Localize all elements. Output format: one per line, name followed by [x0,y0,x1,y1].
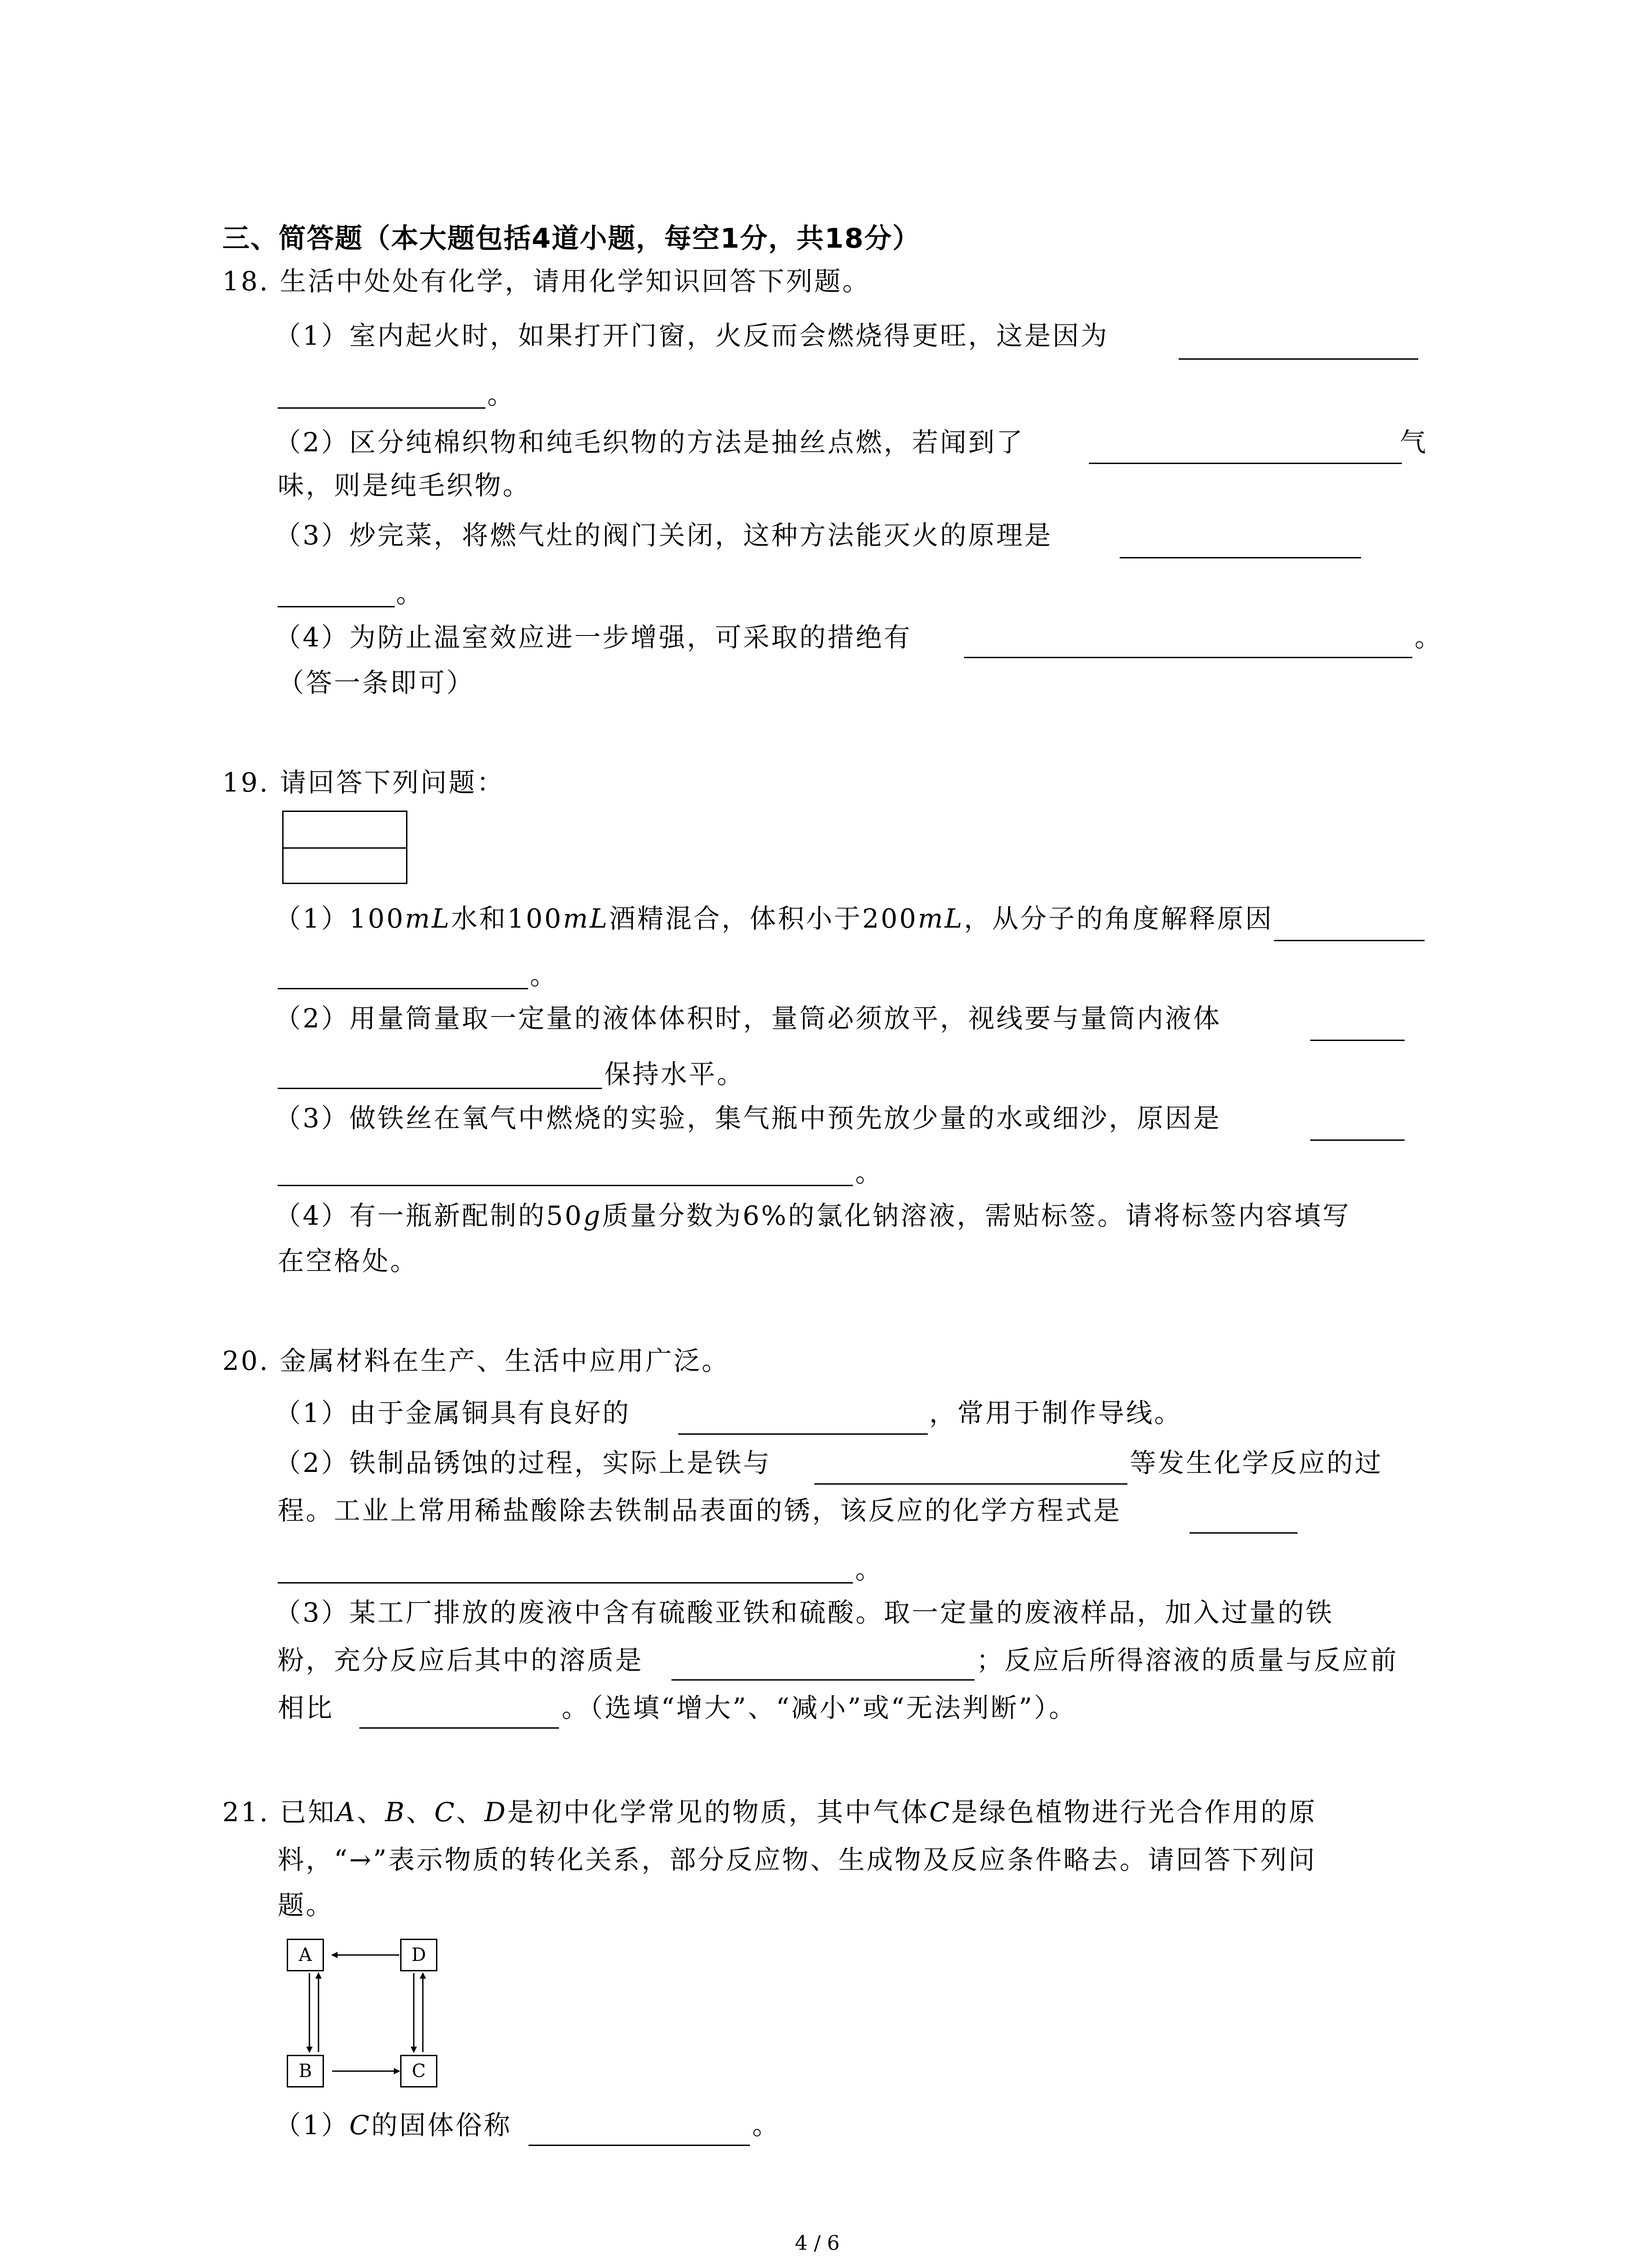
q18-part3-end: 。 [396,578,425,609]
node-c: C [400,2055,437,2087]
q19-part1: （1）100mL水和100mL酒精混合，体积小于200mL，从分子的角度解释原因 [274,903,1274,934]
q20-stem: 20. 金属材料在生产、生活中应用广泛。 [222,1345,730,1376]
q20-blank2a[interactable] [814,1483,1127,1485]
q18-blank1b[interactable] [278,407,485,409]
q18-blank3b[interactable] [278,606,395,607]
q18-stem: 18. 生活中处处有化学，请用化学知识回答下列题。 [222,266,871,297]
q20-part3-cont2-b: 。（选填“增大”、“减小”或“无法判断”）。 [562,1692,1077,1723]
q19-part4-cont: 在空格处。 [278,1246,419,1276]
q19-blank2b[interactable] [278,1088,602,1089]
q20-blank3b[interactable] [359,1727,559,1729]
q21-blank1[interactable] [529,2145,750,2146]
q20-part3-cont-b: ；反应后所得溶液的质量与反应前 [976,1645,1399,1676]
q19-blank2a[interactable] [1310,1040,1405,1041]
q20-part3-cont-a: 粉，充分反应后其中的溶质是 [278,1645,644,1676]
solution-label-box [282,811,407,884]
q19-blank1b[interactable] [278,988,528,989]
q20-blank2c[interactable] [278,1582,853,1584]
label-divider [284,847,406,849]
q18-blank3a[interactable] [1120,557,1361,558]
q20-part1a: （1）由于金属铜具有良好的 [274,1398,631,1428]
q19-part3-end: 。 [855,1157,884,1188]
q20-part2-cont: 程。工业上常用稀盐酸除去铁制品表面的锈，该反应的化学方程式是 [278,1495,1122,1526]
q20-blank1[interactable] [678,1433,928,1435]
q20-blank3a[interactable] [671,1679,975,1681]
q19-part3: （3）做铁丝在氧气中燃烧的实验，集气瓶中预先放少量的水或细沙，原因是 [274,1103,1221,1134]
q20-part3: （3）某工厂排放的废液中含有硫酸亚铁和硫酸。取一定量的废液样品，加入过量的铁 [274,1597,1334,1628]
q19-blank1a[interactable] [1274,940,1425,941]
q19-part1-end: 。 [530,960,558,991]
q19-part4: （4）有一瓶新配制的50g质量分数为6%的氯化钠溶液，需贴标签。请将标签内容填写 [274,1200,1351,1231]
q20-blank2b[interactable] [1190,1532,1298,1534]
q18-part2-cont: 味，则是纯毛织物。 [278,470,531,501]
q18-part4-note: （答一条即可） [278,667,475,698]
q18-part4-end: 。 [1415,622,1443,653]
q21-stem-cont: 料，“→”表示物质的转化关系，部分反应物、生成物及反应条件略去。请回答下列问 [278,1844,1317,1875]
q20-part2b: 等发生化学反应的过 [1130,1447,1383,1478]
q20-part1b: ，常用于制作导线。 [929,1398,1183,1428]
section-title: 三、简答题（本大题包括4道小题，每空1分，共18分） [222,223,921,254]
q19-part2-cont: 保持水平。 [604,1059,745,1090]
q21-part1-end: 。 [752,2110,781,2141]
node-d: D [400,1939,437,1971]
q18-part4: （4）为防止温室效应进一步增强，可采取的措绝有 [274,622,912,653]
q19-blank3a[interactable] [1310,1139,1405,1141]
q19-part2: （2）用量筒量取一定量的液体体积时，量筒必须放平，视线要与量筒内液体 [274,1003,1221,1034]
q21-part1: （1）C的固体俗称 [274,2110,512,2141]
q20-part2-end: 。 [855,1554,884,1585]
q20-part2a: （2）铁制品锈蚀的过程，实际上是铁与 [274,1447,771,1478]
q19-blank3b[interactable] [278,1185,853,1186]
q21-stem: 21. 已知A、B、C、D是初中化学常见的物质，其中气体C是绿色植物进行光合作用的原 [222,1797,1317,1828]
q18-part3: （3）炒完菜，将燃气灶的阀门关闭，这种方法能灭火的原理是 [274,520,1053,551]
q21-stem-cont2: 题。 [278,1890,334,1921]
q18-part1: （1）室内起火时，如果打开门窗，火反而会燃烧得更旺，这是因为 [274,320,1109,351]
q18-part1-end: 。 [487,379,516,410]
node-a: A [287,1939,324,1971]
q18-part2-tail: 气 [1400,427,1428,458]
q18-blank4[interactable] [964,657,1412,658]
q18-blank1a[interactable] [1179,358,1418,360]
q18-blank2[interactable] [1089,463,1402,464]
q18-part2: （2）区分纯棉织物和纯毛织物的方法是抽丝点燃，若闻到了 [274,427,1024,458]
q20-part3-cont2-a: 相比 [278,1692,334,1723]
page-number: 4 / 6 [795,2232,840,2255]
node-b: B [287,2055,324,2087]
q19-stem: 19. 请回答下列问题： [222,767,505,798]
